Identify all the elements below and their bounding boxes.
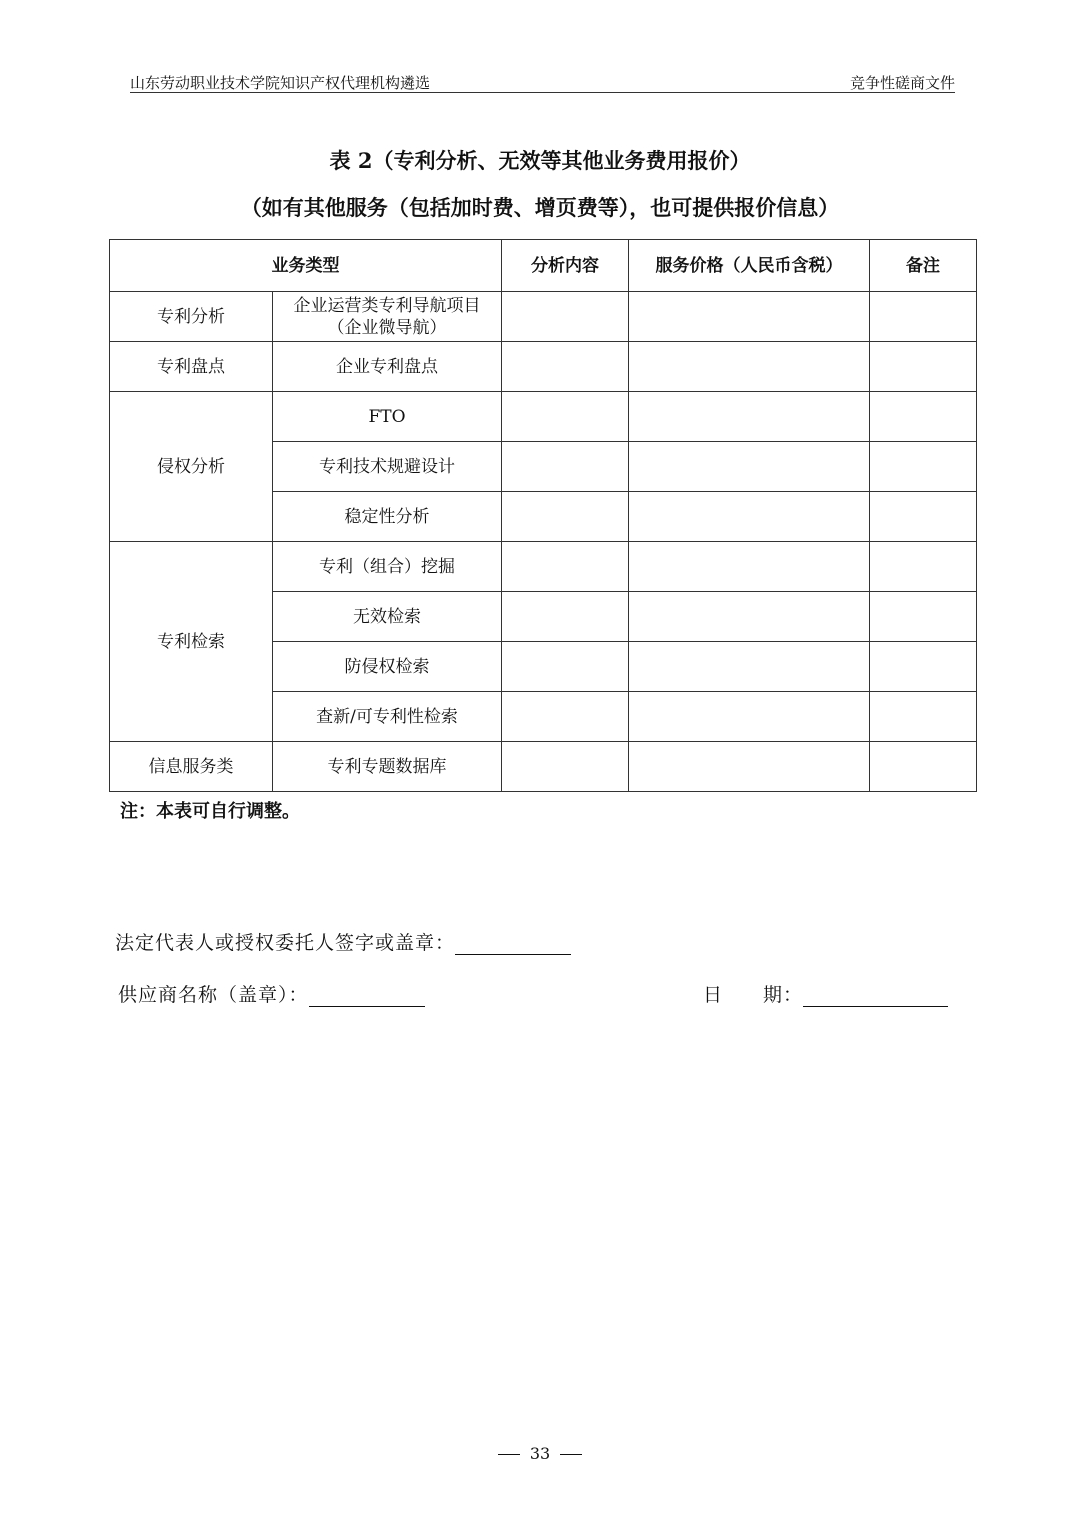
- business-category-cell: 信息服务类: [110, 742, 273, 792]
- remark-cell[interactable]: [870, 742, 977, 792]
- business-item-cell: 企业专利盘点: [273, 342, 502, 392]
- date-signature: [703, 980, 948, 1007]
- analysis-content-cell[interactable]: [502, 342, 629, 392]
- service-price-cell[interactable]: [629, 442, 870, 492]
- remark-cell[interactable]: [870, 692, 977, 742]
- header-analysis-content: 分析内容: [502, 240, 629, 292]
- analysis-content-cell[interactable]: [502, 742, 629, 792]
- remark-cell[interactable]: [870, 542, 977, 592]
- remark-cell[interactable]: [870, 492, 977, 542]
- footer-dash-left: [498, 1454, 520, 1455]
- business-item-cell: 查新/可专利性检索: [273, 692, 502, 742]
- business-item-cell: 专利专题数据库: [273, 742, 502, 792]
- table-body: [110, 292, 977, 792]
- business-item-cell: FTO: [273, 392, 502, 442]
- business-item-cell: 防侵权检索: [273, 642, 502, 692]
- table-title: 表 2（专利分析、无效等其他业务费用报价）: [329, 148, 751, 173]
- service-price-cell[interactable]: [629, 342, 870, 392]
- analysis-content-cell[interactable]: [502, 392, 629, 442]
- table-row: [110, 742, 977, 792]
- table-row: [110, 342, 977, 392]
- table-row: [110, 392, 977, 442]
- footer-dash-right: [560, 1454, 582, 1455]
- header-service-price: 服务价格（人民币含税）: [629, 240, 870, 292]
- page-number: 33: [529, 1444, 551, 1463]
- analysis-content-cell[interactable]: [502, 592, 629, 642]
- analysis-content-cell[interactable]: [502, 642, 629, 692]
- service-price-cell[interactable]: [629, 292, 870, 342]
- analysis-content-cell[interactable]: [502, 692, 629, 742]
- remark-cell[interactable]: [870, 442, 977, 492]
- header-document-name: 山东劳动职业技术学院知识产权代理机构遴选: [130, 74, 431, 92]
- table-note: 注：本表可自行调整。: [120, 801, 300, 822]
- page-header: [130, 72, 955, 93]
- business-category-cell: 专利检索: [110, 542, 273, 742]
- remark-cell[interactable]: [870, 292, 977, 342]
- supplier-name-blank[interactable]: [309, 984, 425, 1007]
- business-item-cell: 企业运营类专利导航项目 （企业微导航）: [273, 292, 502, 342]
- service-price-cell[interactable]: [629, 542, 870, 592]
- supplier-name-label: 供应商名称（盖章）：: [118, 984, 309, 1006]
- header-document-type: 竞争性磋商文件: [849, 74, 955, 92]
- date-blank[interactable]: [803, 984, 948, 1007]
- analysis-content-cell[interactable]: [502, 542, 629, 592]
- table-row: [110, 292, 977, 342]
- business-category-cell: 专利分析: [110, 292, 273, 342]
- service-price-cell[interactable]: [629, 692, 870, 742]
- fee-quote-table: [109, 239, 977, 792]
- remark-cell[interactable]: [870, 642, 977, 692]
- business-item-cell: 稳定性分析: [273, 492, 502, 542]
- legal-representative-signature: [115, 928, 571, 955]
- analysis-content-cell[interactable]: [502, 442, 629, 492]
- remark-cell[interactable]: [870, 592, 977, 642]
- date-label: 日 期：: [703, 984, 804, 1006]
- analysis-content-cell[interactable]: [502, 292, 629, 342]
- business-item-cell: 无效检索: [273, 592, 502, 642]
- business-category-cell: 侵权分析: [110, 392, 273, 542]
- service-price-cell[interactable]: [629, 492, 870, 542]
- page-footer: [0, 1444, 1080, 1463]
- legal-representative-label: 法定代表人或授权委托人签字或盖章：: [115, 932, 456, 954]
- service-price-cell[interactable]: [629, 592, 870, 642]
- table-header-row: [110, 240, 977, 292]
- analysis-content-cell[interactable]: [502, 492, 629, 542]
- business-item-cell: 专利技术规避设计: [273, 442, 502, 492]
- legal-representative-blank[interactable]: [455, 932, 571, 955]
- remark-cell[interactable]: [870, 392, 977, 442]
- service-price-cell[interactable]: [629, 742, 870, 792]
- table-subtitle: （如有其他服务（包括加时费、增页费等），也可提供报价信息）: [240, 195, 840, 220]
- supplier-name-signature: [118, 980, 425, 1007]
- header-remark: 备注: [870, 240, 977, 292]
- service-price-cell[interactable]: [629, 392, 870, 442]
- header-business-type: 业务类型: [110, 240, 502, 292]
- table-row: [110, 542, 977, 592]
- remark-cell[interactable]: [870, 342, 977, 392]
- business-category-cell: 专利盘点: [110, 342, 273, 392]
- business-item-cell: 专利（组合）挖掘: [273, 542, 502, 592]
- service-price-cell[interactable]: [629, 642, 870, 692]
